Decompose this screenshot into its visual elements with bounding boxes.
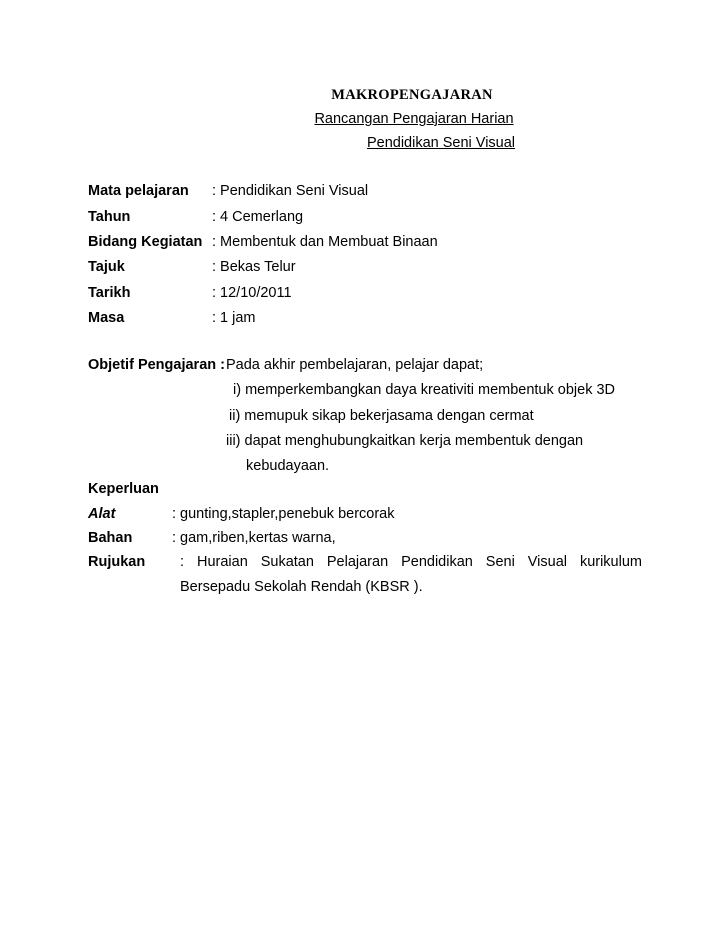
info-label-masa: Masa bbox=[88, 310, 125, 326]
document-title: MAKROPENGAJARAN bbox=[331, 87, 493, 103]
info-value-mata-pelajaran: : Pendidikan Seni Visual bbox=[212, 183, 369, 199]
bahan-label: Bahan bbox=[88, 530, 133, 546]
bahan-value: : gam,riben,kertas warna, bbox=[172, 530, 336, 546]
info-label-bidang-kegiatan: Bidang Kegiatan bbox=[88, 234, 203, 250]
objective-intro: Pada akhir pembelajaran, pelajar dapat; bbox=[226, 357, 484, 373]
info-label-tajuk: Tajuk bbox=[88, 259, 125, 275]
rujukan-value-line-1: : Huraian Sukatan Pelajaran Pendidikan Seni Visual kurikulum bbox=[180, 554, 642, 570]
info-value-tajuk: : Bekas Telur bbox=[212, 259, 296, 275]
objective-item-3-continuation: kebudayaan. bbox=[246, 458, 330, 474]
objective-item-1: i) memperkembangkan daya kreativiti membentuk objek 3D bbox=[233, 382, 616, 398]
rujukan-value-line-2: Bersepadu Sekolah Rendah (KBSR ). bbox=[180, 579, 423, 595]
info-value-tahun: : 4 Cemerlang bbox=[212, 209, 304, 225]
rujukan-label: Rujukan bbox=[88, 554, 146, 570]
alat-value: : gunting,stapler,penebuk bercorak bbox=[172, 506, 395, 522]
info-value-tarikh: : 12/10/2011 bbox=[212, 285, 292, 301]
document-subtitle-1: Rancangan Pengajaran Harian bbox=[314, 111, 514, 127]
info-label-tahun: Tahun bbox=[88, 209, 131, 225]
document-subtitle-2: Pendidikan Seni Visual bbox=[366, 135, 516, 151]
keperluan-heading: Keperluan bbox=[88, 481, 159, 497]
alat-label: Alat bbox=[88, 506, 116, 522]
info-value-bidang-kegiatan: : Membentuk dan Membuat Binaan bbox=[212, 234, 438, 250]
info-value-masa: : 1 jam bbox=[212, 310, 256, 326]
info-label-tarikh: Tarikh bbox=[88, 285, 131, 301]
objective-item-3: iii) dapat menghubungkaitkan kerja membentuk dengan bbox=[226, 433, 584, 449]
objective-item-2: ii) memupuk sikap bekerjasama dengan cermat bbox=[229, 408, 534, 424]
objective-label: Objetif Pengajaran : bbox=[88, 357, 225, 373]
info-label-mata-pelajaran: Mata pelajaran bbox=[88, 183, 189, 199]
